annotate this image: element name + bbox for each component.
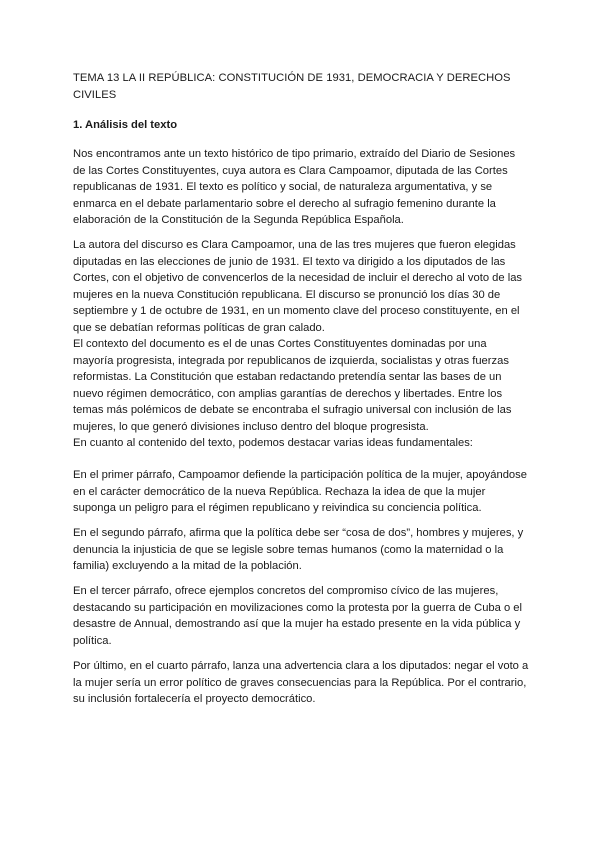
paragraph-5: En el primer párrafo, Campoamor defiende la participación política de la mujer, apoyándose en el carácter democrático de la nueva República. Rechaza la idea de que la mujer suponga un peligro para el régimen republicano y reivindica su conciencia política. bbox=[73, 469, 527, 515]
document-title: TEMA 13 LA II REPÚBLICA: CONSTITUCIÓN DE 1931, DEMOCRACIA Y DERECHOS CIVILES bbox=[73, 72, 511, 101]
paragraph-6: En el segundo párrafo, afirma que la política debe ser “cosa de dos”, hombres y mujeres, y denuncia la injusticia de que se legisle sobre temas humanos (como la maternidad o la familia) excluyendo a la mitad de la población. bbox=[73, 527, 524, 573]
paragraph-3: El contexto del documento es el de unas Cortes Constituyentes dominadas por una mayoría progresista, integrada por republicanos de izquierda, socialistas y otras fuerzas reformistas. La Constitución que estaban redactando pretendía sentar las bases de un nuevo régimen democrático, con amplias garantías de derechos y libertades. Entre los temas más polémicos de debate se encontraba el sufragio universal con inclusión de las mujeres, lo que generó divisiones incluso dentro del bloque progresista. bbox=[73, 338, 512, 433]
section-heading: 1. Análisis del texto bbox=[73, 119, 178, 131]
paragraph-2: La autora del discurso es Clara Campoamor, una de las tres mujeres que fueron elegidas diputadas en las elecciones de junio de 1931. El texto va dirigido a los diputados de las Cortes, con el objetivo de convencerlos de la necesidad de incluir el derecho al voto de las mujeres en la nueva Constitución republicana. El discurso se pronunció los días 30 de septiembre y 1 de octubre de 1931, en un momento clave del proceso constituyente, en el que se debatían reformas políticas de gran calado. bbox=[73, 239, 523, 334]
paragraph-8: Por último, en el cuarto párrafo, lanza una advertencia clara a los diputados: negar el voto a la mujer sería un error político de graves consecuencias para la República. Por el contrario, su inclusión fortalecería el proyecto democrático. bbox=[73, 660, 529, 706]
paragraph-7: En el tercer párrafo, ofrece ejemplos concretos del compromiso cívico de las mujeres, destacando su participación en movilizaciones como la protesta por la guerra de Cuba o el desastre de Annual, demostrando así que la mujer ha estado presente en la vida pública y política. bbox=[73, 585, 523, 647]
paragraph-4: En cuanto al contenido del texto, podemos destacar varias ideas fundamentales: bbox=[73, 437, 473, 449]
paragraph-1: Nos encontramos ante un texto histórico de tipo primario, extraído del Diario de Sesiones de las Cortes Constituyentes, cuya autora es Clara Campoamor, diputada de las Cortes republicanas de 1931. El texto es político y social, de naturaleza argumentativa, y se enmarca en el debate parlamentario sobre el derecho al sufragio femenino durante la elaboración de la Constitución de la Segunda República Española. bbox=[73, 148, 516, 227]
